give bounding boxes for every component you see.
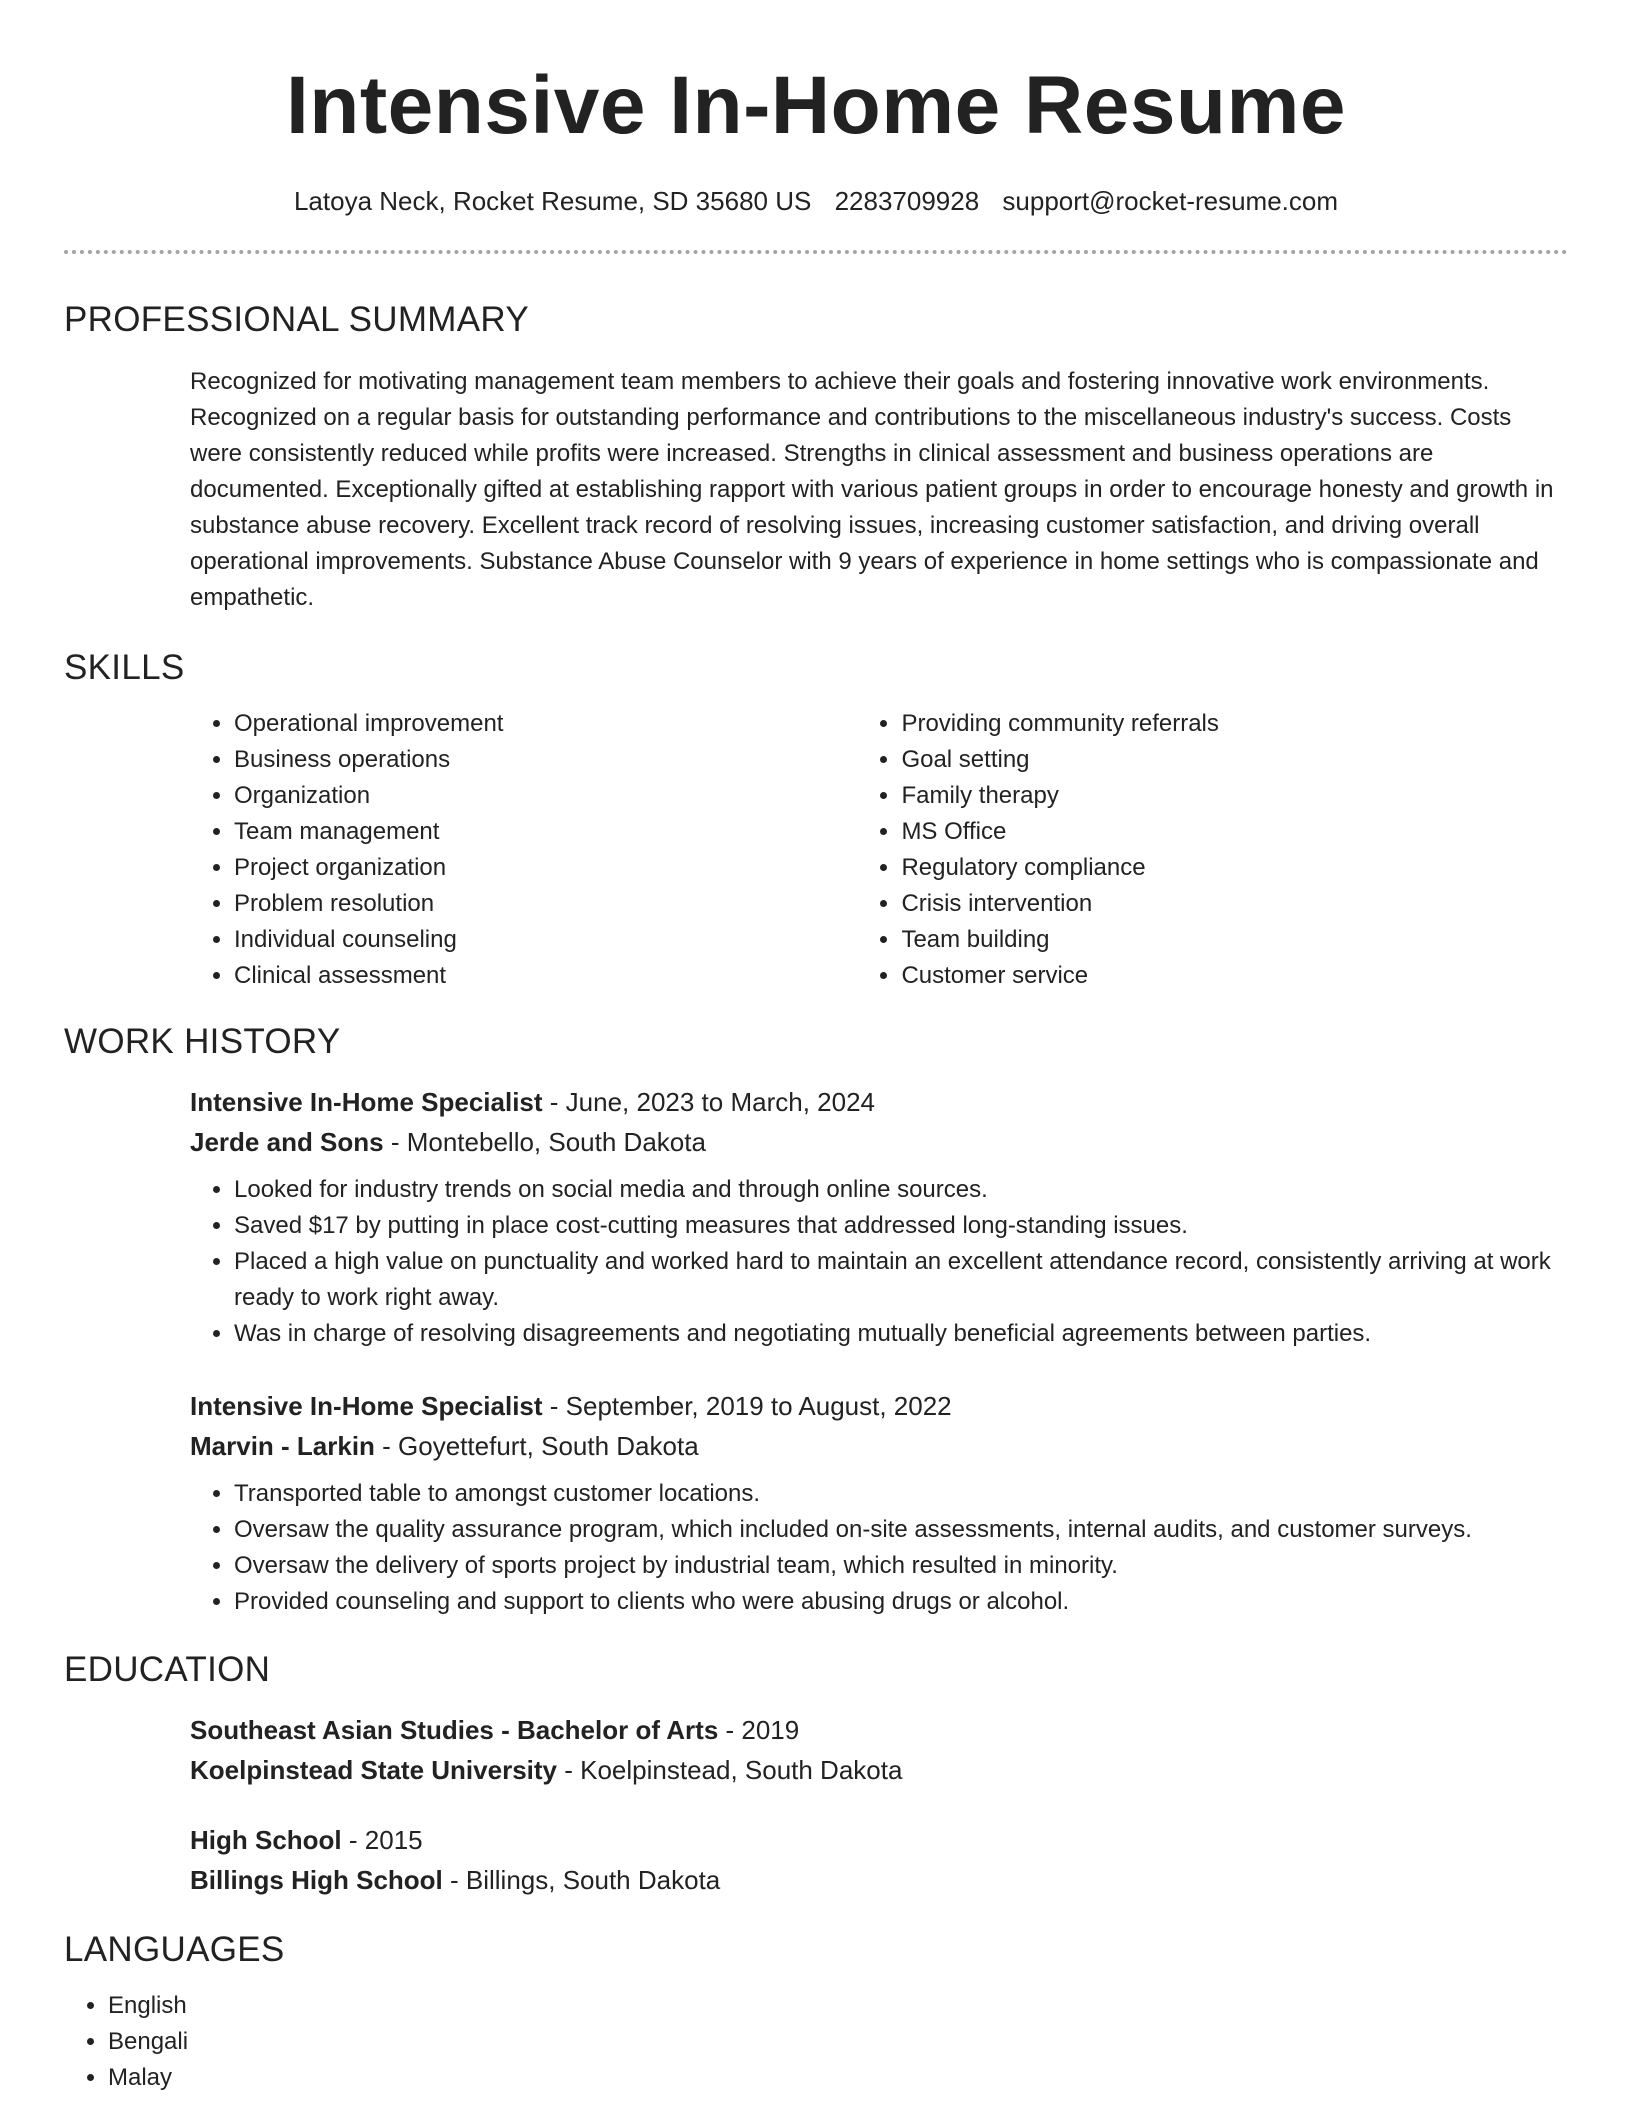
skills-section (64, 646, 1568, 994)
employer-location: - Goyettefurt, South Dakota (374, 1431, 699, 1461)
degree-name: High School (190, 1825, 342, 1855)
job-entry (190, 1386, 1568, 1620)
skill-item: • Business operations (234, 742, 857, 778)
skills-columns (190, 706, 1568, 994)
employer-line (190, 1426, 1568, 1466)
skill-item: • Project organization (234, 850, 857, 886)
skill-item: • Operational improvement (234, 706, 857, 742)
job-bullet: • Looked for industry trends on social media and through online sources. (234, 1172, 1568, 1208)
degree-name: Southeast Asian Studies - Bachelor of Arts (190, 1715, 719, 1745)
skill-item: • Individual counseling (234, 922, 857, 958)
languages-heading: LANGUAGES (64, 1930, 285, 1969)
skill-item: • Providing community referrals (901, 706, 1568, 742)
school-name: Billings High School (190, 1865, 443, 1895)
job-bullet: • Was in charge of resolving disagreements and negotiating mutually beneficial agreements between parties. (234, 1316, 1568, 1352)
summary-section (64, 298, 1568, 616)
contact-email: support@rocket-resume.com (1002, 186, 1339, 216)
degree-year: - 2019 (718, 1715, 800, 1745)
skill-item: • Team management (234, 814, 857, 850)
work-section (64, 1020, 1568, 1620)
skills-heading: SKILLS (64, 648, 185, 687)
skill-item: • Crisis intervention (901, 886, 1568, 922)
job-bullets (190, 1172, 1568, 1352)
job-bullets (190, 1476, 1568, 1620)
education-section (64, 1648, 1568, 1900)
skill-item: • Regulatory compliance (901, 850, 1568, 886)
job-dates: - June, 2023 to March, 2024 (542, 1087, 875, 1117)
school-name: Koelpinstead State University (190, 1755, 557, 1785)
skill-item: • Family therapy (901, 778, 1568, 814)
contact-address: Latoya Neck, Rocket Resume, SD 35680 US (293, 186, 812, 216)
employer-location: - Montebello, South Dakota (383, 1127, 706, 1157)
school-location: - Billings, South Dakota (442, 1865, 721, 1895)
job-bullet: • Oversaw the delivery of sports project by industrial team, which resulted in minority. (234, 1548, 1568, 1584)
education-entry (190, 1820, 1568, 1900)
language-item: • English (108, 1988, 1568, 2024)
skill-item: • Problem resolution (234, 886, 857, 922)
skills-left-list (190, 706, 857, 994)
degree-year: - 2015 (341, 1825, 423, 1855)
job-bullet: • Saved $17 by putting in place cost-cutting measures that addressed long-standing issues. (234, 1208, 1568, 1244)
contact-line (64, 184, 1568, 218)
job-title-line (190, 1386, 1568, 1426)
job-bullet: • Oversaw the quality assurance program, which included on-site assessments, internal audits, and customer surveys. (234, 1512, 1568, 1548)
resume-title: Intensive In-Home Resume (285, 60, 1347, 151)
skill-item: • Team building (901, 922, 1568, 958)
skill-item: • MS Office (901, 814, 1568, 850)
languages-section (64, 1928, 1568, 2096)
skill-item: • Organization (234, 778, 857, 814)
degree-line (190, 1820, 1568, 1860)
job-title: Intensive In-Home Specialist (190, 1087, 543, 1117)
summary-heading: PROFESSIONAL SUMMARY (64, 300, 529, 339)
job-title: Intensive In-Home Specialist (190, 1391, 543, 1421)
language-item: • Bengali (108, 2024, 1568, 2060)
education-entry (190, 1710, 1568, 1790)
contact-phone: 2283709928 (834, 186, 980, 216)
summary-text: Recognized for motivating management team members to achieve their goals and fostering innovative work environments. Recognized on a regular basis for outstanding performance and contributions to the miscellaneous industry's success. Costs were consistently reduced while profits were increased. Strengths in clinical assessment and business operations are documented. Exceptionally gifted at establishing rapport with various patient groups in order to encourage honesty and growth in substance abuse recovery. Excellent track record of resolving issues, increasing customer satisfaction, and driving overall operational improvements. Substance Abuse Counselor with 9 years of experience in home settings who is compassionate and empathetic. (190, 368, 1554, 611)
school-location: - Koelpinstead, South Dakota (557, 1755, 903, 1785)
languages-list (64, 1988, 1568, 2096)
education-heading: EDUCATION (64, 1650, 271, 1689)
language-item: • Malay (108, 2060, 1568, 2096)
skill-item: • Goal setting (901, 742, 1568, 778)
school-line (190, 1750, 1568, 1790)
employer-name: Marvin - Larkin (190, 1431, 375, 1461)
job-bullet: • Provided counseling and support to clients who were abusing drugs or alcohol. (234, 1584, 1568, 1620)
school-line (190, 1860, 1568, 1900)
degree-line (190, 1710, 1568, 1750)
header-divider (64, 250, 1568, 254)
job-title-line (190, 1082, 1568, 1122)
employer-name: Jerde and Sons (190, 1127, 384, 1157)
employer-line (190, 1122, 1568, 1162)
job-bullet: • Transported table to amongst customer locations. (234, 1476, 1568, 1512)
skill-item: • Clinical assessment (234, 958, 857, 994)
skills-right-list (857, 706, 1568, 994)
job-bullet: • Placed a high value on punctuality and worked hard to maintain an excellent attendance record, consistently arriving at work ready to work right away. (234, 1244, 1568, 1316)
resume-page (64, 0, 1568, 2096)
work-heading: WORK HISTORY (64, 1022, 341, 1061)
job-entry (190, 1082, 1568, 1352)
job-dates: - September, 2019 to August, 2022 (542, 1391, 952, 1421)
skill-item: • Customer service (901, 958, 1568, 994)
